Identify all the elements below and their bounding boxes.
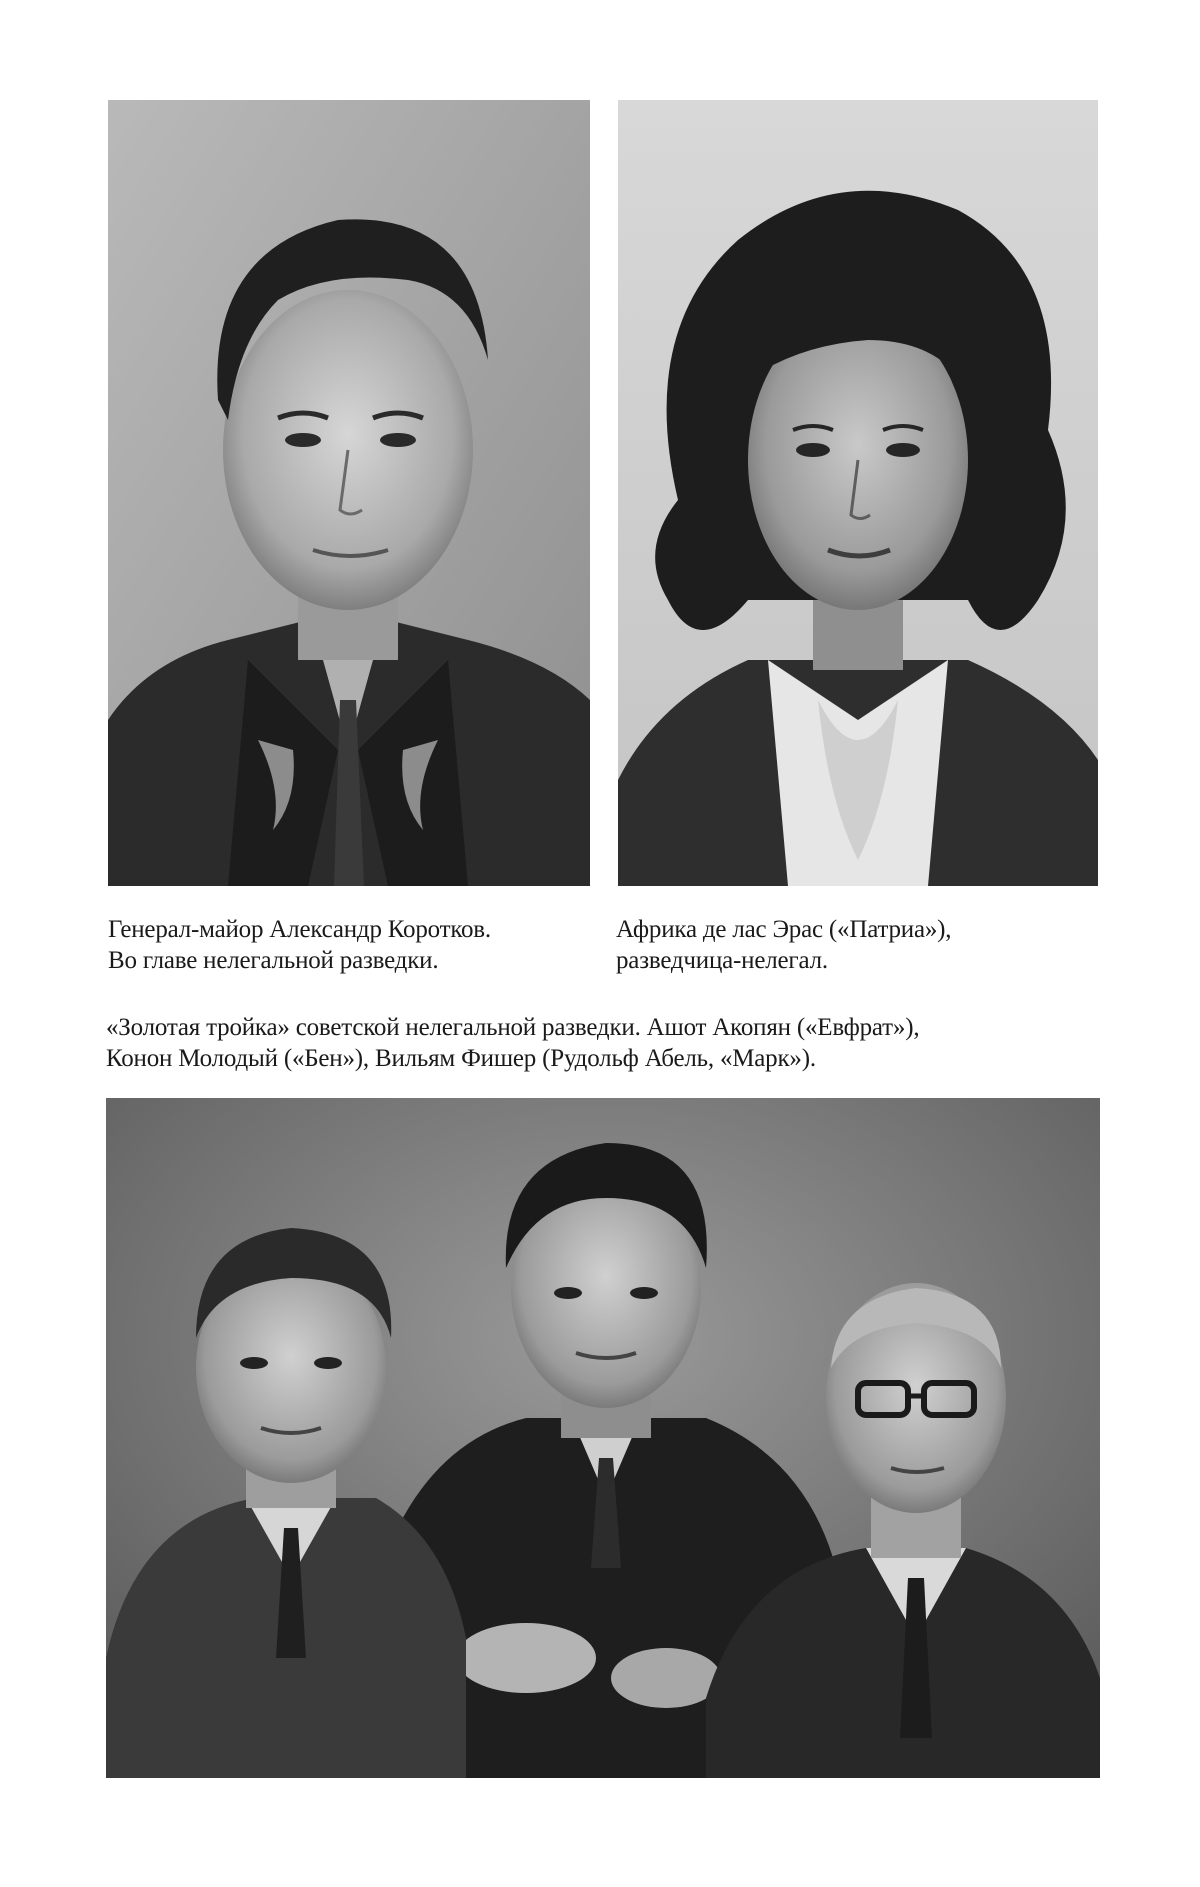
heras-portrait-photo [618, 100, 1098, 886]
group-photo [106, 1098, 1100, 1778]
korotkov-caption [108, 914, 491, 976]
portrait-photo-icon [618, 100, 1098, 886]
caption-line: Африка де лас Эрас («Патриа»), [616, 916, 952, 943]
portrait-photo-icon [108, 100, 590, 886]
caption-line: Генерал-майор Александр Коротков. [108, 916, 491, 943]
heras-caption [616, 914, 951, 976]
caption-line: Во главе нелегальной разведки. [108, 947, 439, 974]
group-photo-icon [106, 1098, 1100, 1778]
korotkov-portrait-photo [108, 100, 590, 886]
caption-line: разведчица-нелегал. [616, 947, 828, 974]
group-caption [106, 1012, 919, 1074]
caption-line: Конон Молодый («Бен»), Вильям Фишер (Рудольф Абель, «Марк»). [106, 1045, 816, 1072]
caption-line: «Золотая тройка» советской нелегальной разведки. Ашот Акопян («Евфрат»), [106, 1014, 920, 1041]
